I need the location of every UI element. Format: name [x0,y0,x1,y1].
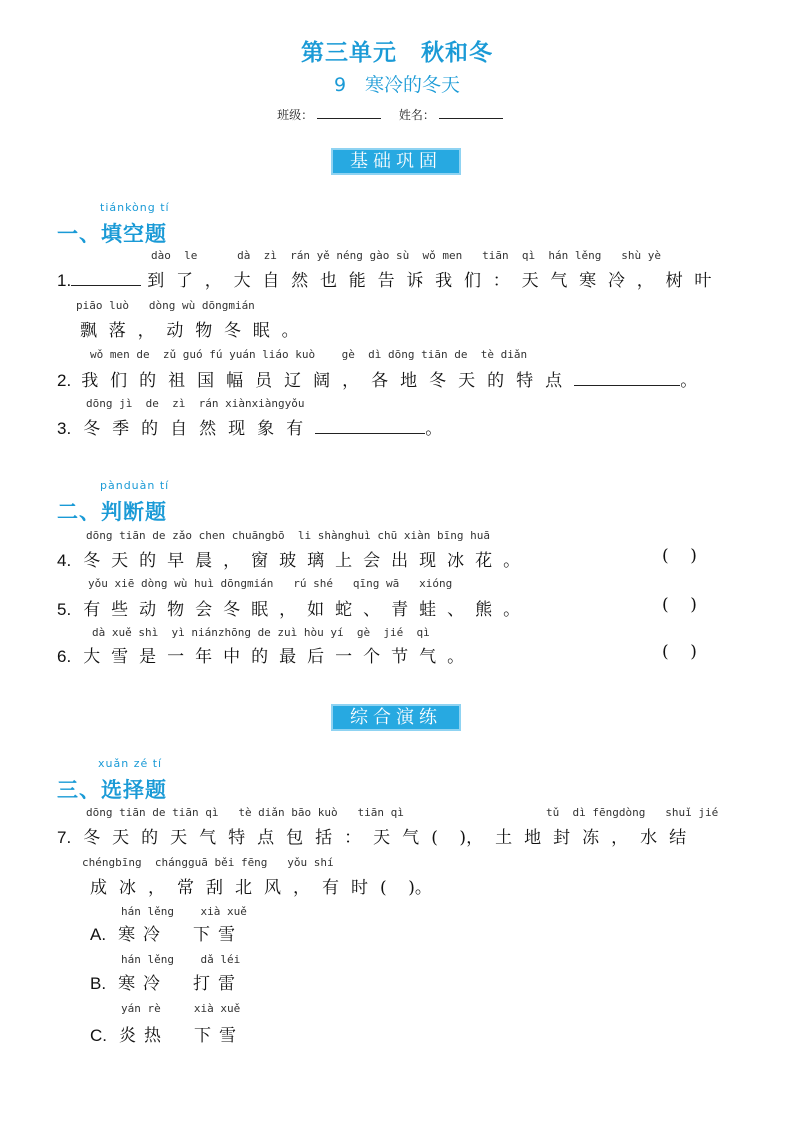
q4-number: 4. [57,551,72,570]
q3-line [57,414,454,439]
section2-title: 二、判断题 [57,500,167,524]
q5-answer-paren[interactable]: ( ) [662,595,697,615]
name-blank[interactable] [439,107,503,119]
lesson-title: 9 寒冷的冬天 [333,74,461,96]
class-label: 班级： [277,108,314,122]
q7-text-line2a: 成冰，常刮北风，有时 [90,878,380,898]
section2-pinyin: pànduàn tí [100,479,170,492]
q3-number: 3. [57,419,72,438]
q7-text-line2b: 。 [414,878,444,898]
q3-text: 冬季的自然现象有 [83,419,316,439]
q2-end: 。 [680,371,709,391]
q1-text-line1: 到了，大自然也能告诉我们：天气寒冷，树叶 [147,271,724,291]
unit-title: 第三单元 秋和冬 [301,40,493,66]
q2-number: 2. [57,371,72,390]
option-c-label: C. [90,1026,107,1045]
q2-text: 我们的祖国幅员辽阔，各地冬天的特点 [81,371,575,391]
q1-blank[interactable] [71,269,141,286]
q6-number: 6. [57,647,72,666]
q1-line1 [57,266,723,291]
q7-pinyin-line2: chéngbīng chángguā běi fēng yǒu shí [82,856,334,869]
q4-line [57,546,531,571]
q7-line1 [57,823,698,848]
option-c-text: 炎热 下雪 [119,1026,244,1046]
name-label: 姓名： [398,108,435,122]
q7-text-line1b: ，土地封冻，水结 [466,828,699,848]
option-b[interactable] [90,969,243,994]
q6-pinyin: dà xuě shì yì niánzhōng de zuì hòu yí gè jié qì [92,626,430,639]
option-a[interactable] [90,920,243,945]
q2-blank[interactable] [574,369,680,386]
option-c[interactable] [90,1021,244,1046]
student-info [0,106,794,123]
q6-text: 大雪是一年中的最后一个节气。 [83,647,476,667]
option-a-pinyin: hán lěng xià xuě [121,905,247,918]
q7-text-line1a: 冬天的天气特点包括：天气 [83,828,432,848]
section3-pinyin: xuǎn zé tí [98,757,163,770]
option-b-text: 寒冷 打雷 [118,974,244,994]
q1-pinyin-line2: piāo luò dòng wù dōngmián [76,299,255,312]
option-a-label: A. [90,925,107,944]
q1-pinyin-line1: dào le dà zì rán yě néng gào sù wǒ men tiān qì hán lěng shù yè [151,249,661,262]
option-c-pinyin: yán rè xià xuě [121,1002,241,1015]
q5-pinyin: yǒu xiē dòng wù huì dōngmián rú shé qīng wā xióng [88,577,453,590]
q3-blank[interactable] [315,417,425,434]
q7-blank2-paren[interactable]: ( ) [380,878,415,898]
q7-pinyin-line1b: tǔ dì fēngdòng shuǐ jié [546,806,719,819]
option-b-pinyin: hán lěng dǎ léi [121,953,241,966]
q3-pinyin: dōng jì de zì rán xiànxiàngyǒu [86,397,305,410]
q2-pinyin: wǒ men de zǔ guó fú yuán liáo kuò gè dì dōng tiān de tè diǎn [90,348,528,361]
q7-pinyin-line1a: dōng tiān de tiān qì tè diǎn bāo kuò tiān qì [86,806,404,819]
section3-title: 三、选择题 [57,778,167,802]
banner-comprehensive: 综合演练 [331,704,461,731]
q5-text: 有些动物会冬眠，如蛇、青蛙、熊。 [83,600,532,620]
q4-pinyin: dōng tiān de zǎo chen chuāngbō li shànghuì chū xiàn bīng huā [86,529,490,542]
q6-line [57,642,475,667]
q6-answer-paren[interactable]: ( ) [662,642,697,662]
q1-text-line2: 飘落，动物冬眠。 [80,321,311,341]
section1-title: 一、填空题 [57,222,167,246]
q7-line2 [90,873,444,898]
q7-blank1-paren[interactable]: ( ) [431,828,467,848]
option-b-label: B. [90,974,107,993]
q1-number: 1. [57,271,72,290]
q5-number: 5. [57,600,72,619]
q4-text: 冬天的早晨，窗玻璃上会出现冰花。 [83,551,532,571]
q5-line [57,595,531,620]
q4-answer-paren[interactable]: ( ) [662,546,697,566]
q7-number: 7. [57,828,72,847]
banner-basic: 基础巩固 [331,148,461,175]
class-blank[interactable] [317,107,381,119]
q3-end: 。 [425,419,454,439]
q2-line [57,366,709,391]
section1-pinyin: tiánkòng tí [100,201,170,214]
option-a-text: 寒冷 下雪 [118,925,244,945]
